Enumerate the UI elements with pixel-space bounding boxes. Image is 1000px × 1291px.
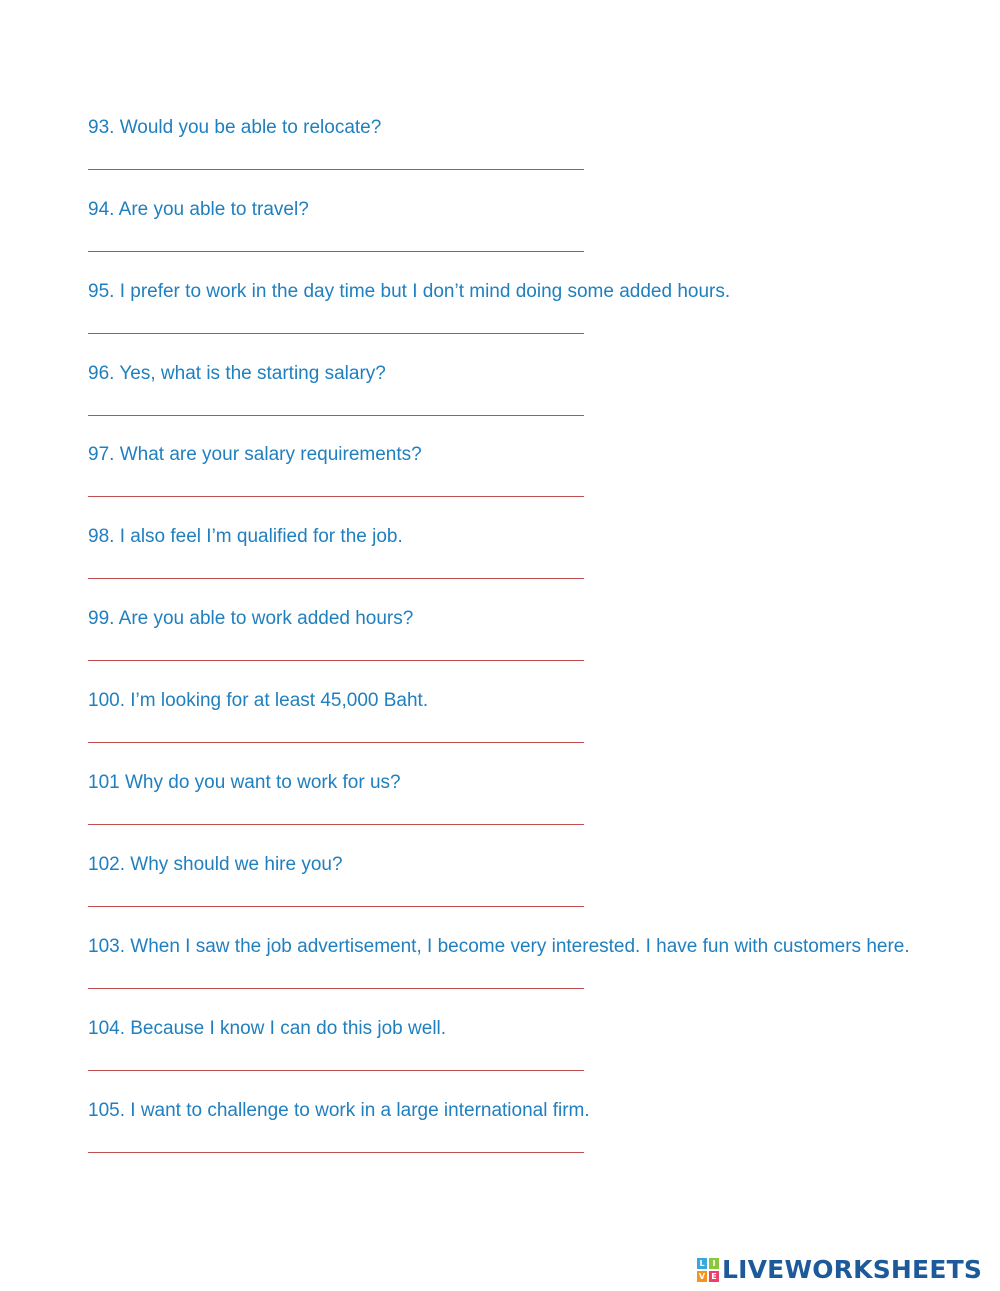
question-text: 94. Are you able to travel? <box>88 199 309 220</box>
exercise-item-102 <box>88 853 968 935</box>
question-text: 104. Because I know I can do this job well. <box>88 1018 447 1039</box>
logo-mark-letter: I <box>709 1258 719 1269</box>
exercise-item-95 <box>88 280 968 362</box>
question-text: 99. Are you able to work added hours? <box>88 608 414 629</box>
answer-line[interactable] <box>88 169 584 170</box>
exercise-item-100 <box>88 689 968 771</box>
answer-line[interactable] <box>88 1152 584 1153</box>
exercise-item-99 <box>88 607 968 689</box>
question-text: 98. I also feel I’m qualified for the job. <box>88 526 403 547</box>
logo-mark-letter: V <box>698 1271 706 1281</box>
liveworksheets-logo <box>697 1257 982 1283</box>
answer-line[interactable] <box>88 906 584 907</box>
question-text: 97. What are your salary requirements? <box>88 444 422 465</box>
answer-line[interactable] <box>88 824 584 825</box>
exercise-item-104 <box>88 1017 968 1099</box>
question-text: 95. I prefer to work in the day time but I don’t mind doing some added hours. <box>88 281 731 302</box>
exercise-item-105 <box>88 1099 968 1181</box>
question-text: 102. Why should we hire you? <box>88 854 343 875</box>
exercise-item-98 <box>88 525 968 607</box>
answer-line[interactable] <box>88 578 584 579</box>
answer-line[interactable] <box>88 333 584 334</box>
logo-mark-letter: E <box>709 1271 719 1282</box>
logo-mark-letter: L <box>697 1258 707 1269</box>
logo-mark-icon <box>697 1258 719 1282</box>
question-text: 93. Would you be able to relocate? <box>88 117 382 138</box>
exercise-item-97 <box>88 443 968 525</box>
answer-line[interactable] <box>88 742 584 743</box>
answer-line[interactable] <box>88 496 584 497</box>
question-text: 100. I’m looking for at least 45,000 Baht. <box>88 690 429 711</box>
question-text: 105. I want to challenge to work in a large international firm. <box>88 1100 590 1121</box>
exercise-item-101 <box>88 771 968 853</box>
exercise-item-93 <box>88 116 968 198</box>
exercise-item-94 <box>88 198 968 280</box>
question-text: 101 Why do you want to work for us? <box>88 772 401 793</box>
exercise-item-96 <box>88 362 968 444</box>
logo-text: LIVEWORKSHEETS <box>722 1255 983 1284</box>
exercise-item-103 <box>88 935 968 1017</box>
answer-line[interactable] <box>88 660 584 661</box>
answer-line[interactable] <box>88 988 584 989</box>
answer-line[interactable] <box>88 1070 584 1071</box>
answer-line[interactable] <box>88 251 584 252</box>
question-text: 96. Yes, what is the starting salary? <box>88 363 386 384</box>
answer-line[interactable] <box>88 415 584 416</box>
question-text: 103. When I saw the job advertisement, I become very interested. I have fun with customers here. <box>88 936 910 957</box>
